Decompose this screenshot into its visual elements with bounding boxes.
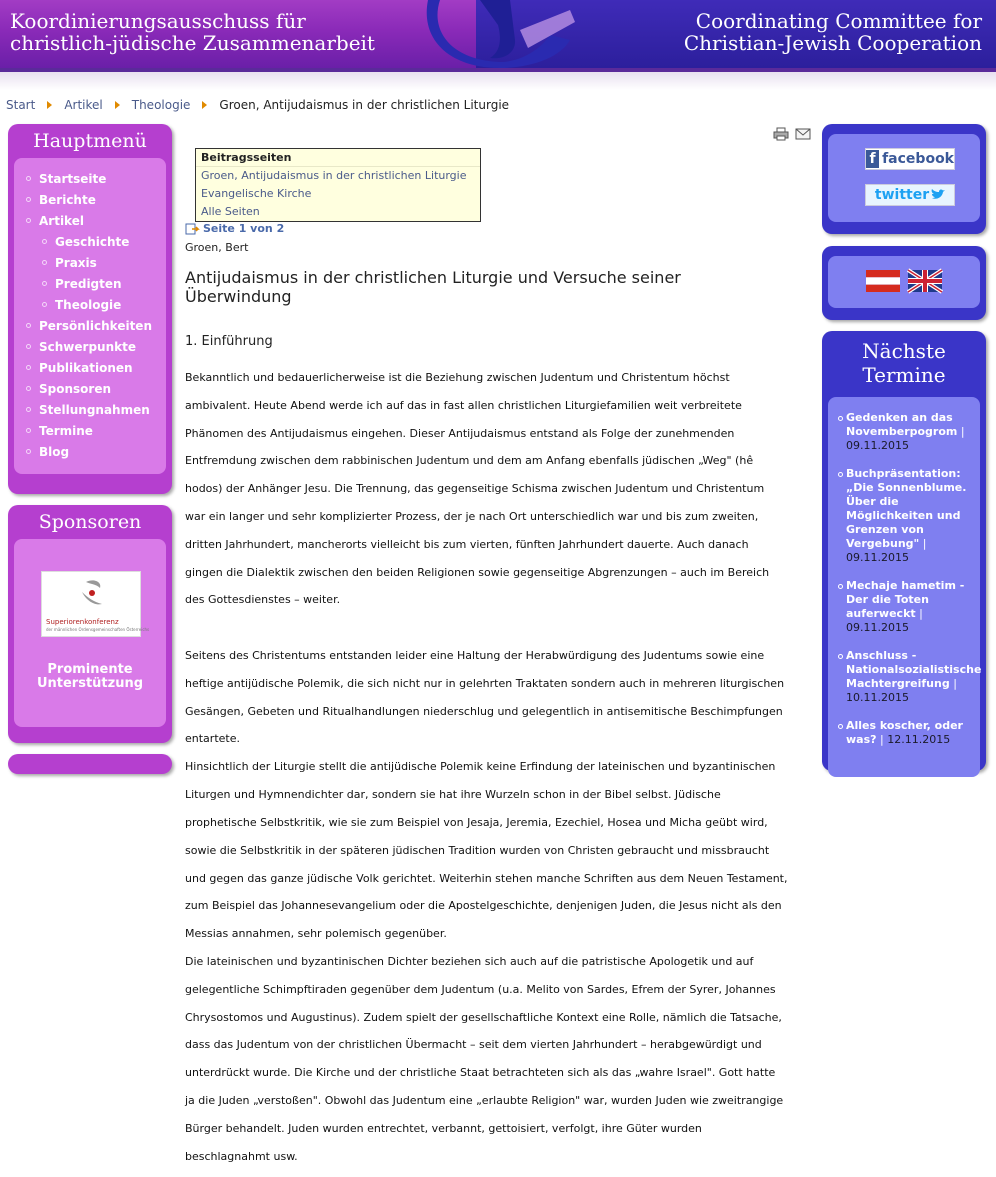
text-line: prophetische Selbstkritik, wie sie zum Beispiel von Jesaja, Jeremia, Ezechiel, Hosea und Micha geübt wird, <box>185 815 768 829</box>
article-title-line1: Antijudaismus in der christlichen Liturgie und Versuche seiner <box>185 268 681 287</box>
main-menu <box>14 158 166 474</box>
text-line: Entfremdung zwischen dem rabbinischen Judentum und dem am Anfang ebenfalls jüdischen „Weg" (hê <box>185 454 754 468</box>
article-title-line2: Überwindung <box>185 287 292 306</box>
email-icon[interactable] <box>795 127 811 141</box>
austria-flag-icon[interactable] <box>866 270 900 292</box>
article-pages-title: Beitragsseiten <box>196 149 480 167</box>
bullet-icon <box>838 472 843 477</box>
sponsors-title: Sponsoren <box>38 511 142 533</box>
text-line: zum Beispiel das Johannesevangelium oder die Apostelgeschichte, denjenigen Juden, die Jesus nicht als den <box>185 899 782 913</box>
menu-item-label: Praxis <box>55 255 97 270</box>
main-menu-box <box>8 124 172 494</box>
event-date: 09.11.2015 <box>846 439 909 452</box>
text-line: gelegentliche Schimpftiraden gegenüber dem Judentum (u.a. Melito von Sardes, Efrem der Syrer, Johannes <box>185 982 776 996</box>
text-line: beschlagnahmt usw. <box>185 1149 298 1163</box>
event-date: 09.11.2015 <box>846 551 909 564</box>
sponsor-emblem-icon <box>42 572 142 618</box>
menu-item-label: Theologie <box>55 297 122 312</box>
text-line: hodos) der Anhänger Jesu. Die Trennung, das gegenseitige Schisma zwischen Judentum und Christentum <box>185 482 765 496</box>
event-title[interactable]: Buchpräsentation: „Die Sonnenblume. Über die Möglichkeiten und Grenzen von Vergebung" <box>846 467 967 550</box>
menu-item-label: Artikel <box>39 213 84 228</box>
menu-item-theologie[interactable] <box>14 294 166 315</box>
bullet-icon <box>26 365 31 370</box>
breadcrumb-arrow-icon <box>47 101 52 109</box>
breadcrumb-arrow-icon <box>115 101 120 109</box>
text-line: ja die Juden „verstoßen". Obwohl das Judentum eine „erlaubte Religion" war, wurden Juden wie zweitrangige <box>185 1094 784 1108</box>
bullet-icon <box>42 239 47 244</box>
breadcrumb-theologie[interactable]: Theologie <box>131 98 191 112</box>
text-line: und gegen das ganze jüdische Volk gerichtet. Weiterhin stehen manche Schriften aus dem Neuen Testament, <box>185 871 788 885</box>
text-line: Hinsichtlich der Liturgie stellt die antijüdische Polemik keine Erfindung der lateinischen und byzantinischen <box>185 760 776 774</box>
menu-item-startseite[interactable] <box>14 168 166 189</box>
bullet-icon <box>26 428 31 433</box>
events-panel <box>828 397 980 777</box>
site-title-english-line1: Coordinating Committee for <box>695 9 982 33</box>
language-box <box>822 246 986 320</box>
text-line: Gesängen, Gebeten und Ritualhandlungen niederschlug und gelegentlich in antisemitische Beschimpfungen <box>185 704 783 718</box>
bullet-icon <box>26 386 31 391</box>
sponsor-caption-line1: Prominente <box>47 662 133 677</box>
text-line: war ein langer und sehr komplizierter Prozess, der je nach Ort unterschiedlich war und bis zum zweiten, <box>185 509 759 523</box>
menu-item-blog[interactable] <box>14 441 166 462</box>
twitter-label: twitter <box>874 187 930 203</box>
sponsor-logo[interactable] <box>41 571 150 637</box>
menu-item-stellungnahmen[interactable] <box>14 399 166 420</box>
bullet-icon <box>838 584 843 589</box>
menu-item-label: Termine <box>39 423 93 438</box>
event-item[interactable]: Mechaje hametim - Der die Toten auferweckt | 09.11.2015 <box>838 579 972 635</box>
menu-item-artikel[interactable] <box>14 210 166 231</box>
text-line: Die lateinischen und byzantinischen Dichter beziehen sich auch auf die patristische Apologetik und auf <box>185 954 754 968</box>
events-title <box>822 331 986 387</box>
event-item[interactable]: Gedenken an das Novemberpogrom | 09.11.2015 <box>838 411 972 453</box>
article-title <box>185 268 785 306</box>
bullet-icon <box>838 416 843 421</box>
text-line: gingen die Dialektik zwischen den beiden Religionen sowie gegenseitige Abgrenzungen – auch im Bereich <box>185 565 770 579</box>
menu-item-termine[interactable] <box>14 420 166 441</box>
bullet-icon <box>26 449 31 454</box>
paragraph-1 <box>185 357 813 621</box>
text-line: Bürger behandelt. Juden wurden entrechtet, verbannt, gettoisiert, verfolgt, ihre Güter wurden <box>185 1121 702 1135</box>
menu-item-publikationen[interactable] <box>14 357 166 378</box>
sponsor-caption-line2: Unterstützung <box>36 676 144 691</box>
page-icon <box>185 223 199 235</box>
event-date: 09.11.2015 <box>846 621 909 634</box>
text-line: Seitens des Christentums entstanden leider eine Haltung der Herabwürdigung des Judentums sowie eine <box>185 649 765 663</box>
menu-item-persoenlichkeiten[interactable] <box>14 315 166 336</box>
section-heading: 1. Einführung <box>185 334 273 349</box>
text-line: unterdrückt wurde. Die Kirche und der christliche Staat betrachteten sich als das „wahre Israel". Gott hatte <box>185 1066 776 1080</box>
menu-item-schwerpunkte[interactable] <box>14 336 166 357</box>
event-title[interactable]: Alles koscher, oder was? <box>846 719 963 746</box>
events-title-line1: Nächste <box>862 339 946 363</box>
sponsor-caption[interactable] <box>14 663 166 691</box>
twitter-bird-icon <box>931 189 945 201</box>
menu-item-sponsoren[interactable] <box>14 378 166 399</box>
text-line: des Gottesdienstes – weiter. <box>185 593 341 607</box>
menu-item-label: Startseite <box>39 171 107 186</box>
sponsors-panel <box>14 539 166 727</box>
language-panel <box>828 256 980 308</box>
bullet-icon <box>26 218 31 223</box>
print-icon[interactable] <box>773 127 789 141</box>
menu-item-label: Schwerpunkte <box>39 339 136 354</box>
menu-item-geschichte[interactable] <box>14 231 166 252</box>
events-title-line2: Termine <box>862 363 946 387</box>
article-tools <box>773 127 811 141</box>
menu-item-label: Predigten <box>55 276 122 291</box>
bullet-icon <box>838 654 843 659</box>
text-line: Messias annahmen, sehr polemisch gegenüber. <box>185 927 447 941</box>
breadcrumb-current: Groen, Antijudaismus in der christlichen Liturgie <box>219 98 510 112</box>
menu-item-praxis[interactable] <box>14 252 166 273</box>
site-logo[interactable] <box>420 0 580 68</box>
main-menu-title: Hauptmenü <box>33 130 147 152</box>
social-box <box>822 124 986 234</box>
article-page-link-all[interactable]: Alle Seiten <box>201 205 260 218</box>
menu-item-label: Sponsoren <box>39 381 112 396</box>
text-line: dritten Jahrhundert, mancherorts vielleicht bis zum vierten, fünften Jahrhundert dauerte. Auch danach <box>185 537 749 551</box>
bullet-icon <box>42 281 47 286</box>
article-content <box>185 124 813 1163</box>
text-line: Chrysostomos und Augustinus). Zudem spielt der gesellschaftliche Kontext eine Rolle, nämlich die Tatsache, <box>185 1010 782 1024</box>
text-line: Phänomen des Antijudaismus eingehen. Dieser Antijudaismus entstand als Folge der zunehmenden <box>185 426 735 440</box>
event-title[interactable]: Mechaje hametim - Der die Toten auferweckt <box>846 579 965 620</box>
bullet-icon <box>42 260 47 265</box>
event-item[interactable]: Alles koscher, oder was? | 12.11.2015 <box>838 719 972 747</box>
bullet-icon <box>26 344 31 349</box>
menu-item-label: Persönlichkeiten <box>39 318 152 333</box>
site-title-english[interactable] <box>682 10 982 54</box>
menu-item-predigten[interactable] <box>14 273 166 294</box>
site-title-english-line2: Christian-Jewish Cooperation <box>683 31 982 55</box>
article-pages-box <box>195 148 481 222</box>
sponsor-logo-subtext: der männlichen Ordensgemeinschaften Österreichs <box>46 627 150 632</box>
text-line: dass das Judentum von der christlichen Übermacht – seit dem vierten Jahrhundert – herabgewürdigt und <box>185 1038 762 1052</box>
header-shadow <box>0 72 996 90</box>
menu-item-label: Berichte <box>39 192 96 207</box>
event-item[interactable]: Anschluss - Nationalsozialistische Machtergreifung | 10.11.2015 <box>838 649 972 705</box>
breadcrumb <box>6 97 509 113</box>
menu-item-label: Stellungnahmen <box>39 402 150 417</box>
bullet-icon <box>26 323 31 328</box>
breadcrumb-arrow-icon <box>202 101 207 109</box>
pagination-label: Seite 1 von 2 <box>203 222 285 235</box>
text-line: Liturgen und Hymnendichter dar, sondern sie hat ihre Wurzeln schon in der Bibel selbst. Jüdische <box>185 788 721 802</box>
article-page-link[interactable]: Evangelische Kirche <box>201 187 312 200</box>
bullet-icon <box>26 197 31 202</box>
bullet-icon <box>26 176 31 181</box>
article-author: Groen, Bert <box>185 241 249 254</box>
facebook-button[interactable] <box>865 148 955 170</box>
breadcrumb-artikel[interactable]: Artikel <box>64 98 103 112</box>
menu-item-label: Geschichte <box>55 234 130 249</box>
left-next-box <box>8 754 172 774</box>
sponsors-box <box>8 505 172 743</box>
main-menu-panel <box>14 158 166 474</box>
breadcrumb-start[interactable]: Start <box>6 98 36 112</box>
sponsor-logo-text: Superiorenkonferenz <box>46 618 119 626</box>
text-line: Bekanntlich und bedauerlicherweise ist die Beziehung zwischen Judentum und Christentum höchst <box>185 370 730 384</box>
site-title-german-line1: Koordinierungsausschuss für <box>10 9 306 33</box>
events-box <box>822 331 986 771</box>
event-title[interactable]: Gedenken an das Novemberpogrom <box>846 411 958 438</box>
article-body <box>185 357 813 1177</box>
social-panel <box>828 134 980 222</box>
twitter-button[interactable] <box>865 184 955 206</box>
bullet-icon <box>838 724 843 729</box>
event-item[interactable]: Buchpräsentation: „Die Sonnenblume. Über die Möglichkeiten und Grenzen von Vergebung" | 09.11.2015 <box>838 467 972 565</box>
site-title-german-line2: christlich-jüdische Zusammenarbeit <box>10 31 375 55</box>
site-title-german[interactable] <box>10 10 410 54</box>
text-line: ambivalent. Heute Abend werde ich auf das in fast allen christlichen Liturgiefamilien weit verbreitete <box>185 398 742 412</box>
pagination[interactable] <box>185 222 284 235</box>
bullet-icon <box>26 407 31 412</box>
menu-item-label: Publikationen <box>39 360 133 375</box>
events-list <box>828 397 980 747</box>
uk-flag-icon[interactable] <box>908 270 942 292</box>
event-title[interactable]: Anschluss - Nationalsozialistische Machtergreifung <box>846 649 982 690</box>
bullet-icon <box>42 302 47 307</box>
facebook-icon: f <box>866 150 879 168</box>
facebook-label: facebook <box>882 151 954 167</box>
site-header <box>0 0 996 68</box>
text-line: sowie die Selbstkritik in der späteren jüdischen Tradition wurden von Christen gebraucht und missbraucht <box>185 843 770 857</box>
article-page-link[interactable]: Groen, Antijudaismus in der christlichen Liturgie <box>201 169 467 182</box>
paragraph-2 <box>185 635 813 1177</box>
event-date: 12.11.2015 <box>887 733 951 746</box>
text-line: heftige antijüdische Polemik, die sich nicht nur in gelehrten Traktaten sondern auch in mehreren liturgischen <box>185 676 785 690</box>
menu-item-berichte[interactable] <box>14 189 166 210</box>
menu-item-label: Blog <box>39 444 70 459</box>
text-line: entartete. <box>185 732 240 746</box>
event-date: 10.11.2015 <box>846 691 909 704</box>
